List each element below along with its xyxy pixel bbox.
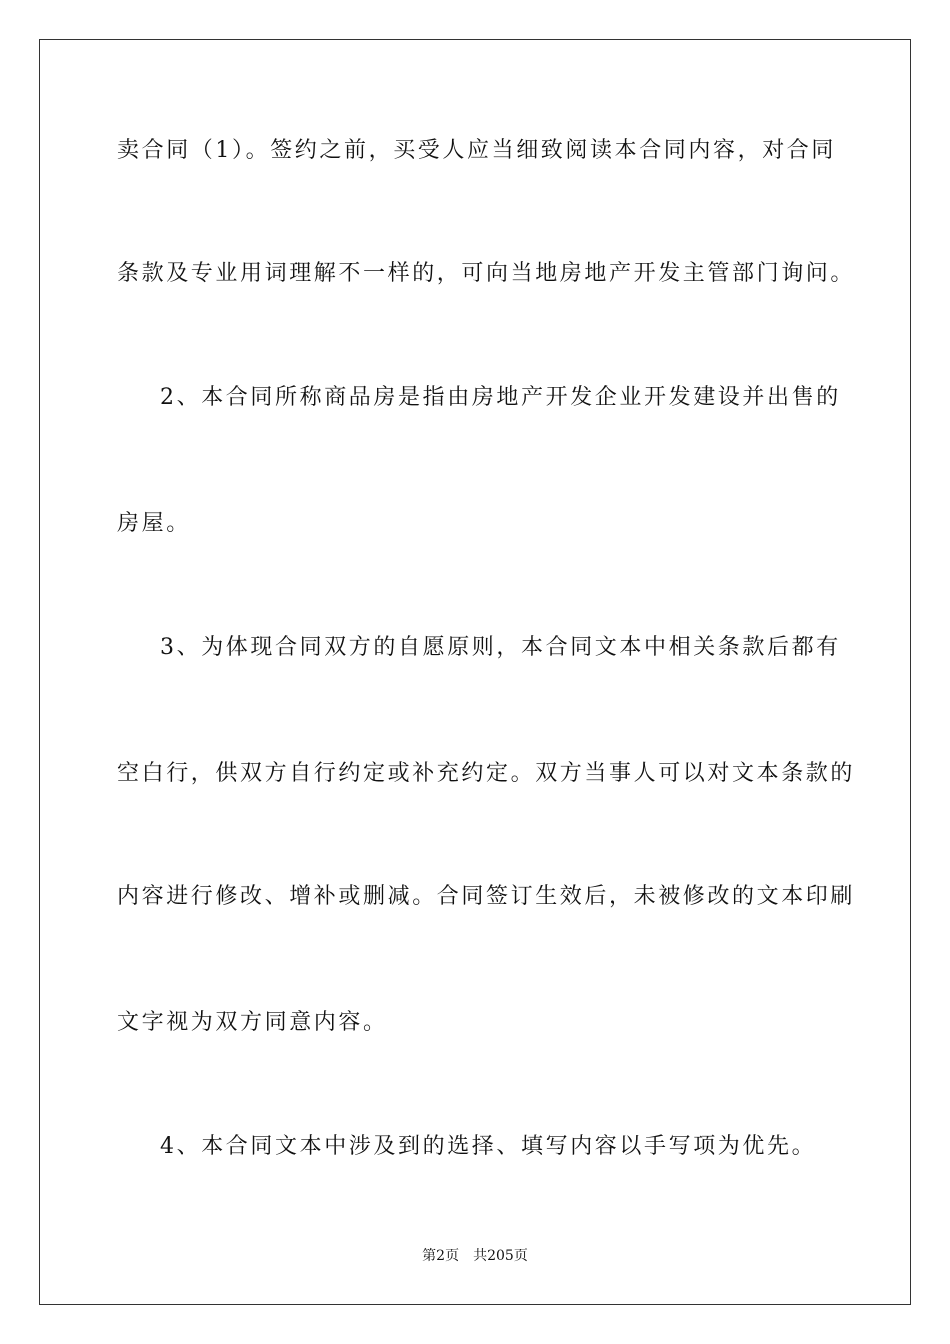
page-border: [39, 39, 911, 1305]
paragraph-line: 内容进行修改、增补或删减。合同签订生效后，未被修改的文本印刷: [117, 884, 856, 909]
paragraph-line: 3、为体现合同双方的自愿原则，本合同文本中相关条款后都有: [160, 635, 841, 660]
page-number: 第2页: [422, 1248, 460, 1264]
paragraph-line: 条款及专业用词理解不一样的，可向当地房地产开发主管部门询问。: [117, 261, 856, 286]
paragraph-line: 文字视为双方同意内容。: [117, 1010, 388, 1035]
page-footer: [0, 1247, 950, 1265]
paragraph-line: 2、本合同所称商品房是指由房地产开发企业开发建设并出售的: [160, 385, 841, 410]
paragraph-line: 卖合同（1）。签约之前，买受人应当细致阅读本合同内容，对合同: [117, 138, 836, 163]
paragraph-line: 4、本合同文本中涉及到的选择、填写内容以手写项为优先。: [160, 1134, 817, 1159]
paragraph-line: 空白行，供双方自行约定或补充约定。双方当事人可以对文本条款的: [117, 761, 856, 786]
page-total: 共205页: [473, 1248, 528, 1264]
paragraph-line: 房屋。: [117, 511, 191, 536]
